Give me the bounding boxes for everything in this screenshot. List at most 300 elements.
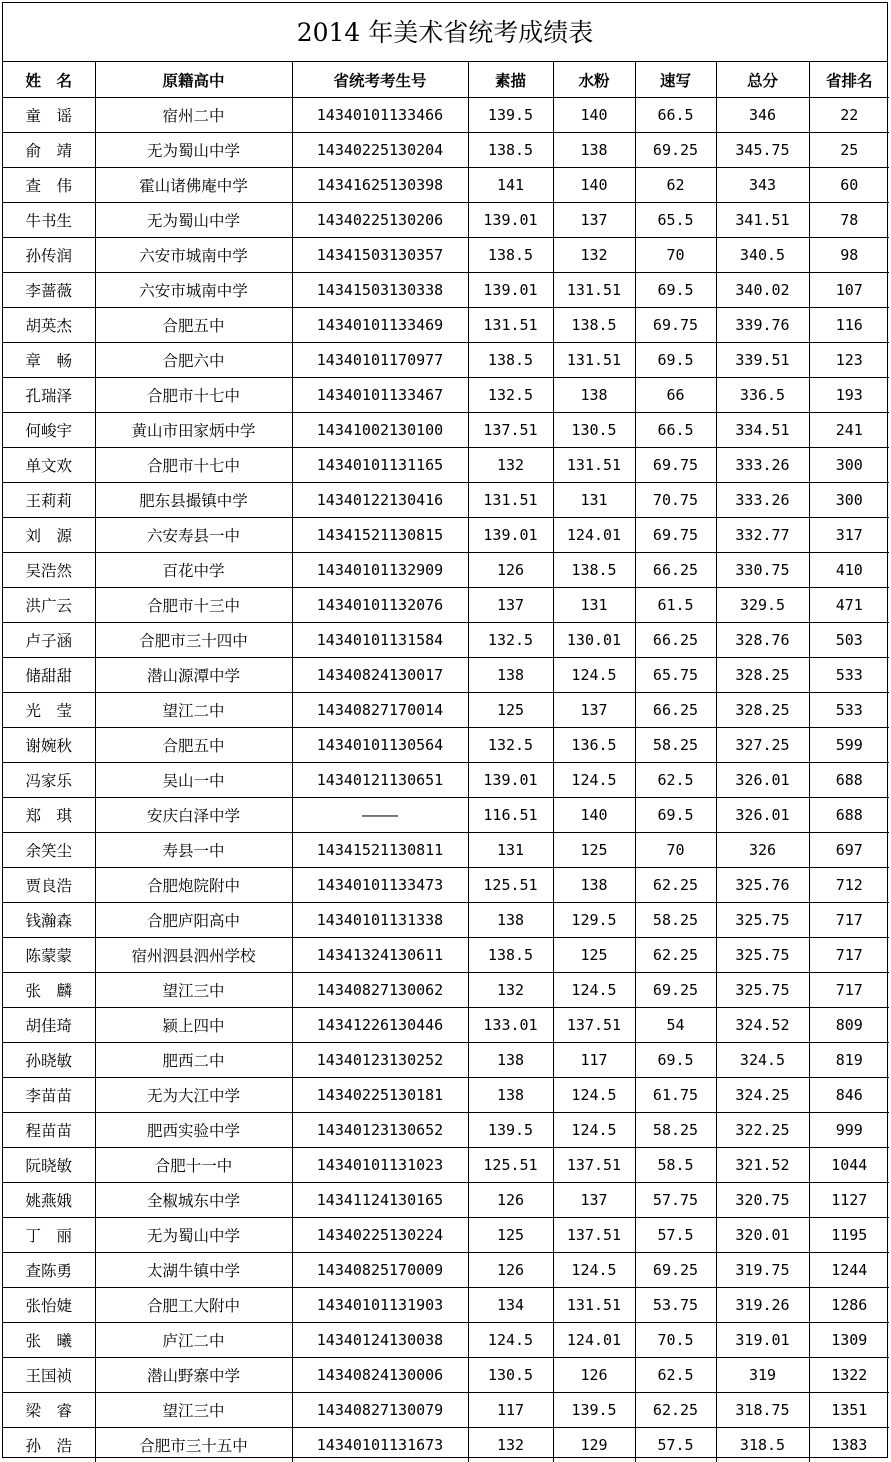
table-row xyxy=(3,273,889,308)
quick-sketch-score: 69.75 xyxy=(635,518,716,553)
quick-sketch-score: 65.5 xyxy=(635,203,716,238)
student-name: 孙 浩 xyxy=(3,1428,95,1462)
total-score: 324.52 xyxy=(716,1008,809,1043)
school: 寿县一中 xyxy=(95,833,292,868)
gouache-score: 132 xyxy=(553,238,635,273)
exam-id: ———— xyxy=(292,798,468,833)
school: 六安市城南中学 xyxy=(95,273,292,308)
gouache-score: 130.5 xyxy=(553,413,635,448)
province-rank: 107 xyxy=(809,273,889,308)
gouache-score: 140 xyxy=(553,798,635,833)
sketch-score: 124.5 xyxy=(468,1323,553,1358)
sketch-score: 116.51 xyxy=(468,798,553,833)
school: 无为蜀山中学 xyxy=(95,1218,292,1253)
exam-id: 14340123130252 xyxy=(292,1043,468,1078)
quick-sketch-score: 66 xyxy=(635,378,716,413)
total-score: 319.01 xyxy=(716,1323,809,1358)
province-rank: 317 xyxy=(809,518,889,553)
gouache-score: 137 xyxy=(553,1183,635,1218)
total-score: 318.5 xyxy=(716,1428,809,1462)
student-name: 谢婉秋 xyxy=(3,728,95,763)
school: 太湖牛镇中学 xyxy=(95,1253,292,1288)
total-score: 332.77 xyxy=(716,518,809,553)
exam-id: 14340824130017 xyxy=(292,658,468,693)
school: 合肥六中 xyxy=(95,343,292,378)
quick-sketch-score: 66.25 xyxy=(635,623,716,658)
total-score: 326 xyxy=(716,833,809,868)
table-row xyxy=(3,1323,889,1358)
quick-sketch-score: 69.5 xyxy=(635,273,716,308)
quick-sketch-score: 58.25 xyxy=(635,1113,716,1148)
school: 宿州二中 xyxy=(95,98,292,133)
total-score: 328.25 xyxy=(716,658,809,693)
total-score: 319.26 xyxy=(716,1288,809,1323)
province-rank: 60 xyxy=(809,168,889,203)
quick-sketch-score: 69.25 xyxy=(635,133,716,168)
student-name: 章 畅 xyxy=(3,343,95,378)
province-rank: 599 xyxy=(809,728,889,763)
exam-id: 14340101133466 xyxy=(292,98,468,133)
sketch-score: 132 xyxy=(468,448,553,483)
quick-sketch-score: 58.25 xyxy=(635,728,716,763)
total-score: 322.25 xyxy=(716,1113,809,1148)
province-rank: 1309 xyxy=(809,1323,889,1358)
province-rank: 22 xyxy=(809,98,889,133)
gouache-score: 124.5 xyxy=(553,1078,635,1113)
province-rank: 123 xyxy=(809,343,889,378)
quick-sketch-score: 69.5 xyxy=(635,1043,716,1078)
province-rank: 688 xyxy=(809,763,889,798)
sketch-score: 125 xyxy=(468,1218,553,1253)
table-row xyxy=(3,588,889,623)
exam-id: 14340225130181 xyxy=(292,1078,468,1113)
quick-sketch-score: 69.75 xyxy=(635,308,716,343)
table-row xyxy=(3,483,889,518)
exam-id: 14340124130038 xyxy=(292,1323,468,1358)
table-row xyxy=(3,1113,889,1148)
exam-id: 14340101132076 xyxy=(292,588,468,623)
school: 百花中学 xyxy=(95,553,292,588)
province-rank: 1286 xyxy=(809,1288,889,1323)
exam-id: 14341324130611 xyxy=(292,938,468,973)
school: 全椒城东中学 xyxy=(95,1183,292,1218)
student-name: 洪广云 xyxy=(3,588,95,623)
student-name: 何峻宇 xyxy=(3,413,95,448)
total-score: 321.52 xyxy=(716,1148,809,1183)
header-rank: 省排名 xyxy=(809,62,889,98)
sketch-score: 131.51 xyxy=(468,483,553,518)
student-name: 张 麟 xyxy=(3,973,95,1008)
header-school: 原籍高中 xyxy=(95,62,292,98)
exam-id: 14341625130398 xyxy=(292,168,468,203)
gouache-score: 137 xyxy=(553,693,635,728)
exam-id: 14340101133469 xyxy=(292,308,468,343)
gouache-score: 137.51 xyxy=(553,1148,635,1183)
school: 六安市城南中学 xyxy=(95,238,292,273)
gouache-score: 124.5 xyxy=(553,763,635,798)
province-rank: 193 xyxy=(809,378,889,413)
school: 合肥炮院附中 xyxy=(95,868,292,903)
quick-sketch-score: 62.5 xyxy=(635,763,716,798)
gouache-score: 117 xyxy=(553,1043,635,1078)
quick-sketch-score: 70.75 xyxy=(635,483,716,518)
school: 霍山诸佛庵中学 xyxy=(95,168,292,203)
student-name: 丁 丽 xyxy=(3,1218,95,1253)
total-score: 320.01 xyxy=(716,1218,809,1253)
gouache-score: 131.51 xyxy=(553,343,635,378)
quick-sketch-score: 57.5 xyxy=(635,1218,716,1253)
quick-sketch-score: 70 xyxy=(635,833,716,868)
school: 潜山野寨中学 xyxy=(95,1358,292,1393)
province-rank: 809 xyxy=(809,1008,889,1043)
school: 合肥五中 xyxy=(95,728,292,763)
quick-sketch-score: 69.25 xyxy=(635,1253,716,1288)
total-score: 319.75 xyxy=(716,1253,809,1288)
province-rank: 1322 xyxy=(809,1358,889,1393)
school: 六安寿县一中 xyxy=(95,518,292,553)
quick-sketch-score: 66.25 xyxy=(635,693,716,728)
header-total: 总分 xyxy=(716,62,809,98)
quick-sketch-score: 70.5 xyxy=(635,1323,716,1358)
student-name: 阮晓敏 xyxy=(3,1148,95,1183)
province-rank: 1244 xyxy=(809,1253,889,1288)
student-name: 俞 靖 xyxy=(3,133,95,168)
student-name: 梁 睿 xyxy=(3,1393,95,1428)
gouache-score: 139.5 xyxy=(553,1393,635,1428)
table-row xyxy=(3,203,889,238)
table-row xyxy=(3,98,889,133)
table-row xyxy=(3,868,889,903)
total-score: 333.26 xyxy=(716,483,809,518)
exam-id: 14340827130079 xyxy=(292,1393,468,1428)
exam-id: 14340225130204 xyxy=(292,133,468,168)
exam-id: 14340824130006 xyxy=(292,1358,468,1393)
exam-id: 14340827170014 xyxy=(292,693,468,728)
school: 合肥十一中 xyxy=(95,1148,292,1183)
quick-sketch-score: 62.5 xyxy=(635,1358,716,1393)
student-name: 程苗苗 xyxy=(3,1113,95,1148)
table-row xyxy=(3,973,889,1008)
gouache-score: 138 xyxy=(553,378,635,413)
exam-id: 14341002130100 xyxy=(292,413,468,448)
province-rank: 25 xyxy=(809,133,889,168)
student-name: 贾良浩 xyxy=(3,868,95,903)
exam-id: 14340101131673 xyxy=(292,1428,468,1462)
exam-id: 14340827130062 xyxy=(292,973,468,1008)
gouache-score: 124.5 xyxy=(553,658,635,693)
quick-sketch-score: 61.5 xyxy=(635,588,716,623)
school: 宿州泗县泗州学校 xyxy=(95,938,292,973)
total-score: 334.51 xyxy=(716,413,809,448)
table-row xyxy=(3,518,889,553)
page-title: 2014 年美术省统考成绩表 xyxy=(3,3,887,62)
student-name: 童 谣 xyxy=(3,98,95,133)
quick-sketch-score: 65.75 xyxy=(635,658,716,693)
school: 望江三中 xyxy=(95,1393,292,1428)
table-row xyxy=(3,1183,889,1218)
province-rank: 533 xyxy=(809,693,889,728)
header-name: 姓 名 xyxy=(3,62,95,98)
quick-sketch-score: 69.75 xyxy=(635,448,716,483)
total-score: 326.01 xyxy=(716,763,809,798)
student-name: 孙晓敏 xyxy=(3,1043,95,1078)
gouache-score: 124.01 xyxy=(553,1323,635,1358)
exam-id: 14340101131165 xyxy=(292,448,468,483)
student-name: 余笑尘 xyxy=(3,833,95,868)
exam-id: 14340225130224 xyxy=(292,1218,468,1253)
sketch-score: 126 xyxy=(468,1253,553,1288)
exam-id: 14341503130338 xyxy=(292,273,468,308)
province-rank: 471 xyxy=(809,588,889,623)
total-score: 324.5 xyxy=(716,1043,809,1078)
total-score: 324.25 xyxy=(716,1078,809,1113)
school: 合肥五中 xyxy=(95,308,292,343)
student-name: 陈蒙蒙 xyxy=(3,938,95,973)
province-rank: 1127 xyxy=(809,1183,889,1218)
student-name: 姚燕娥 xyxy=(3,1183,95,1218)
sketch-score: 133.01 xyxy=(468,1008,553,1043)
sketch-score: 139.01 xyxy=(468,273,553,308)
total-score: 320.75 xyxy=(716,1183,809,1218)
gouache-score: 138 xyxy=(553,133,635,168)
sketch-score: 138 xyxy=(468,658,553,693)
total-score: 327.25 xyxy=(716,728,809,763)
exam-id: 14341226130446 xyxy=(292,1008,468,1043)
sketch-score: 138 xyxy=(468,1078,553,1113)
school: 肥西二中 xyxy=(95,1043,292,1078)
student-name: 牛书生 xyxy=(3,203,95,238)
gouache-score: 136.5 xyxy=(553,728,635,763)
quick-sketch-score: 62.25 xyxy=(635,1393,716,1428)
table-row xyxy=(3,1428,889,1462)
sketch-score: 139.01 xyxy=(468,203,553,238)
sketch-score: 139.01 xyxy=(468,518,553,553)
table-row xyxy=(3,553,889,588)
gouache-score: 137 xyxy=(553,203,635,238)
quick-sketch-score: 69.5 xyxy=(635,343,716,378)
gouache-score: 137.51 xyxy=(553,1218,635,1253)
total-score: 339.51 xyxy=(716,343,809,378)
table-row xyxy=(3,1148,889,1183)
table-row xyxy=(3,1253,889,1288)
sketch-score: 132.5 xyxy=(468,623,553,658)
exam-id: 14340101131903 xyxy=(292,1288,468,1323)
sketch-score: 132 xyxy=(468,973,553,1008)
student-name: 李蔷薇 xyxy=(3,273,95,308)
sketch-score: 138.5 xyxy=(468,133,553,168)
province-rank: 697 xyxy=(809,833,889,868)
gouache-score: 124.5 xyxy=(553,973,635,1008)
quick-sketch-score: 62.25 xyxy=(635,938,716,973)
student-name: 查 伟 xyxy=(3,168,95,203)
total-score: 329.5 xyxy=(716,588,809,623)
table-row xyxy=(3,308,889,343)
quick-sketch-score: 61.75 xyxy=(635,1078,716,1113)
sketch-score: 139.01 xyxy=(468,763,553,798)
quick-sketch-score: 58.5 xyxy=(635,1148,716,1183)
school: 合肥市三十四中 xyxy=(95,623,292,658)
total-score: 328.25 xyxy=(716,693,809,728)
exam-id: 14341503130357 xyxy=(292,238,468,273)
student-name: 孔瑞泽 xyxy=(3,378,95,413)
student-name: 钱瀚森 xyxy=(3,903,95,938)
school: 潜山源潭中学 xyxy=(95,658,292,693)
student-name: 王莉莉 xyxy=(3,483,95,518)
gouache-score: 131.51 xyxy=(553,273,635,308)
school: 合肥市十七中 xyxy=(95,448,292,483)
sketch-score: 139.5 xyxy=(468,98,553,133)
exam-id: 14340101132909 xyxy=(292,553,468,588)
quick-sketch-score: 58.25 xyxy=(635,903,716,938)
province-rank: 116 xyxy=(809,308,889,343)
province-rank: 98 xyxy=(809,238,889,273)
sketch-score: 125.51 xyxy=(468,1148,553,1183)
province-rank: 410 xyxy=(809,553,889,588)
total-score: 325.75 xyxy=(716,973,809,1008)
table-row xyxy=(3,763,889,798)
school: 合肥市三十五中 xyxy=(95,1428,292,1462)
province-rank: 503 xyxy=(809,623,889,658)
student-name: 光 莹 xyxy=(3,693,95,728)
table-row xyxy=(3,378,889,413)
total-score: 328.76 xyxy=(716,623,809,658)
student-name: 冯家乐 xyxy=(3,763,95,798)
gouache-score: 125 xyxy=(553,938,635,973)
table-row xyxy=(3,833,889,868)
gouache-score: 140 xyxy=(553,98,635,133)
table-row xyxy=(3,1008,889,1043)
province-rank: 999 xyxy=(809,1113,889,1148)
sketch-score: 138.5 xyxy=(468,938,553,973)
total-score: 340.5 xyxy=(716,238,809,273)
exam-id: 14341124130165 xyxy=(292,1183,468,1218)
province-rank: 1351 xyxy=(809,1393,889,1428)
quick-sketch-score: 66.25 xyxy=(635,553,716,588)
gouache-score: 130.01 xyxy=(553,623,635,658)
quick-sketch-score: 62 xyxy=(635,168,716,203)
sketch-score: 130.5 xyxy=(468,1358,553,1393)
student-name: 储甜甜 xyxy=(3,658,95,693)
exam-id: 14341521130815 xyxy=(292,518,468,553)
sketch-score: 132 xyxy=(468,1428,553,1462)
sketch-score: 132.5 xyxy=(468,728,553,763)
quick-sketch-score: 57.5 xyxy=(635,1428,716,1462)
table-row xyxy=(3,1393,889,1428)
province-rank: 78 xyxy=(809,203,889,238)
gouache-score: 125 xyxy=(553,833,635,868)
total-score: 346 xyxy=(716,98,809,133)
table-row xyxy=(3,168,889,203)
exam-id: 14340101133467 xyxy=(292,378,468,413)
total-score: 339.76 xyxy=(716,308,809,343)
table-row xyxy=(3,448,889,483)
gouache-score: 129 xyxy=(553,1428,635,1462)
table-row xyxy=(3,1078,889,1113)
gouache-score: 140 xyxy=(553,168,635,203)
gouache-score: 138.5 xyxy=(553,553,635,588)
sketch-score: 138 xyxy=(468,1043,553,1078)
exam-id: 14340101170977 xyxy=(292,343,468,378)
sketch-score: 131.51 xyxy=(468,308,553,343)
score-sheet xyxy=(2,2,888,1458)
province-rank: 712 xyxy=(809,868,889,903)
exam-id: 14340101131023 xyxy=(292,1148,468,1183)
school: 无为大江中学 xyxy=(95,1078,292,1113)
gouache-score: 131 xyxy=(553,588,635,623)
table-row xyxy=(3,343,889,378)
header-quick-sketch: 速写 xyxy=(635,62,716,98)
gouache-score: 124.5 xyxy=(553,1113,635,1148)
school: 颍上四中 xyxy=(95,1008,292,1043)
exam-id: 14341521130811 xyxy=(292,833,468,868)
province-rank: 717 xyxy=(809,938,889,973)
student-name: 单文欢 xyxy=(3,448,95,483)
table-row xyxy=(3,413,889,448)
sketch-score: 126 xyxy=(468,553,553,588)
table-body xyxy=(3,98,889,1462)
table-row xyxy=(3,238,889,273)
total-score: 325.76 xyxy=(716,868,809,903)
gouache-score: 124.5 xyxy=(553,1253,635,1288)
total-score: 345.75 xyxy=(716,133,809,168)
exam-id: 14340825170009 xyxy=(292,1253,468,1288)
sketch-score: 125.51 xyxy=(468,868,553,903)
quick-sketch-score: 70 xyxy=(635,238,716,273)
student-name: 张怡婕 xyxy=(3,1288,95,1323)
sketch-score: 125 xyxy=(468,693,553,728)
school: 无为蜀山中学 xyxy=(95,133,292,168)
gouache-score: 126 xyxy=(553,1358,635,1393)
gouache-score: 131.51 xyxy=(553,448,635,483)
gouache-score: 138.5 xyxy=(553,308,635,343)
sketch-score: 138.5 xyxy=(468,238,553,273)
province-rank: 1383 xyxy=(809,1428,889,1462)
exam-id: 14340101130564 xyxy=(292,728,468,763)
table-row xyxy=(3,1043,889,1078)
total-score: 319 xyxy=(716,1358,809,1393)
sketch-score: 132.5 xyxy=(468,378,553,413)
school: 安庆白泽中学 xyxy=(95,798,292,833)
total-score: 340.02 xyxy=(716,273,809,308)
table-row xyxy=(3,903,889,938)
table-row xyxy=(3,1288,889,1323)
gouache-score: 131 xyxy=(553,483,635,518)
school: 庐江二中 xyxy=(95,1323,292,1358)
province-rank: 717 xyxy=(809,903,889,938)
province-rank: 1195 xyxy=(809,1218,889,1253)
school: 望江三中 xyxy=(95,973,292,1008)
gouache-score: 129.5 xyxy=(553,903,635,938)
gouache-score: 138 xyxy=(553,868,635,903)
quick-sketch-score: 69.5 xyxy=(635,798,716,833)
total-score: 333.26 xyxy=(716,448,809,483)
student-name: 胡佳琦 xyxy=(3,1008,95,1043)
quick-sketch-score: 53.75 xyxy=(635,1288,716,1323)
sketch-score: 138.5 xyxy=(468,343,553,378)
student-name: 王国祯 xyxy=(3,1358,95,1393)
exam-id: 14340101131338 xyxy=(292,903,468,938)
sketch-score: 117 xyxy=(468,1393,553,1428)
table-row xyxy=(3,693,889,728)
quick-sketch-score: 57.75 xyxy=(635,1183,716,1218)
sketch-score: 141 xyxy=(468,168,553,203)
header-row xyxy=(3,62,889,98)
quick-sketch-score: 66.5 xyxy=(635,98,716,133)
sketch-score: 138 xyxy=(468,903,553,938)
school: 合肥市十七中 xyxy=(95,378,292,413)
table-row xyxy=(3,623,889,658)
total-score: 318.75 xyxy=(716,1393,809,1428)
